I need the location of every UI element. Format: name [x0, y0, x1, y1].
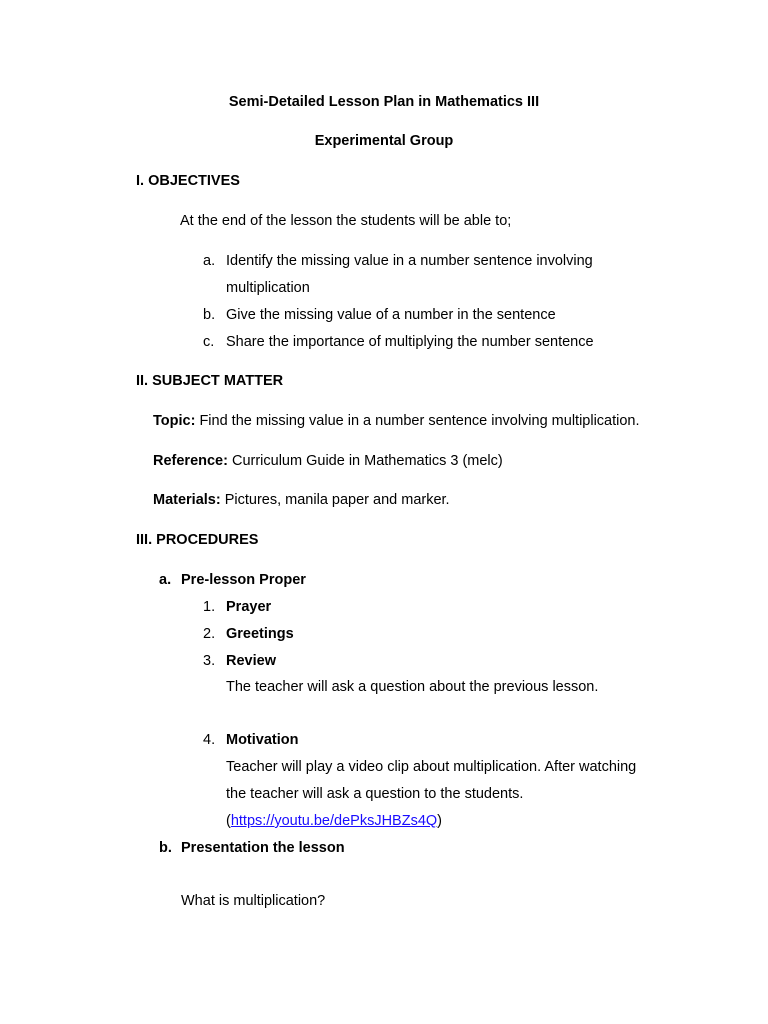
materials-value: Pictures, manila paper and marker.	[220, 492, 450, 508]
objective-marker-c: c.	[203, 334, 215, 350]
step-number-3: 3.	[203, 653, 216, 669]
materials-label: Materials:	[153, 492, 221, 508]
objectives-heading: I. OBJECTIVES	[136, 173, 240, 189]
presentation-title: Presentation the lesson	[181, 840, 345, 856]
step-number-1: 1.	[203, 599, 216, 615]
step-number-2: 2.	[203, 626, 216, 642]
paren-open: (	[226, 813, 231, 829]
objective-marker-b: b.	[203, 307, 216, 323]
step-review: Review	[226, 653, 276, 669]
step-prayer: Prayer	[226, 599, 272, 615]
topic-label: Topic:	[153, 413, 196, 429]
document-subtitle: Experimental Group	[314, 133, 454, 149]
objective-c: Share the importance of multiplying the number sentence	[226, 334, 594, 350]
objectives-intro: At the end of the lesson the students will be able to;	[180, 213, 512, 229]
document-title: Semi-Detailed Lesson Plan in Mathematics III	[228, 94, 540, 110]
topic-line	[153, 412, 640, 430]
motivation-line2: the teacher will ask a question to the students.	[226, 786, 524, 802]
reference-value: Curriculum Guide in Mathematics 3 (melc)	[227, 453, 503, 469]
step-motivation: Motivation	[226, 732, 299, 748]
video-link-line	[226, 812, 442, 830]
procedures-heading: III. PROCEDURES	[136, 532, 259, 548]
step-number-4: 4.	[203, 732, 216, 748]
materials-line	[153, 491, 450, 509]
pre-lesson-title: Pre-lesson Proper	[181, 572, 306, 588]
objective-a-line2: multiplication	[226, 280, 310, 296]
step-greetings: Greetings	[226, 626, 294, 642]
objective-a-line1: Identify the missing value in a number sentence involving	[226, 253, 593, 269]
motivation-line1: Teacher will play a video clip about multiplication. After watching	[226, 759, 637, 775]
topic-value: Find the missing value in a number sentence involving multiplication.	[195, 413, 640, 429]
review-text: The teacher will ask a question about the previous lesson.	[226, 679, 599, 695]
paren-close: )	[437, 813, 443, 829]
reference-label: Reference:	[153, 453, 228, 469]
video-link[interactable]: https://youtu.be/dePksJHBZs4Q	[230, 813, 438, 829]
reference-line	[153, 452, 503, 470]
objective-b: Give the missing value of a number in the sentence	[226, 307, 556, 323]
procedure-marker-b: b.	[159, 840, 172, 856]
procedure-marker-a: a.	[159, 572, 172, 588]
presentation-question: What is multiplication?	[181, 893, 326, 909]
objective-marker-a: a.	[203, 253, 216, 269]
subject-matter-heading: II. SUBJECT MATTER	[136, 373, 284, 389]
